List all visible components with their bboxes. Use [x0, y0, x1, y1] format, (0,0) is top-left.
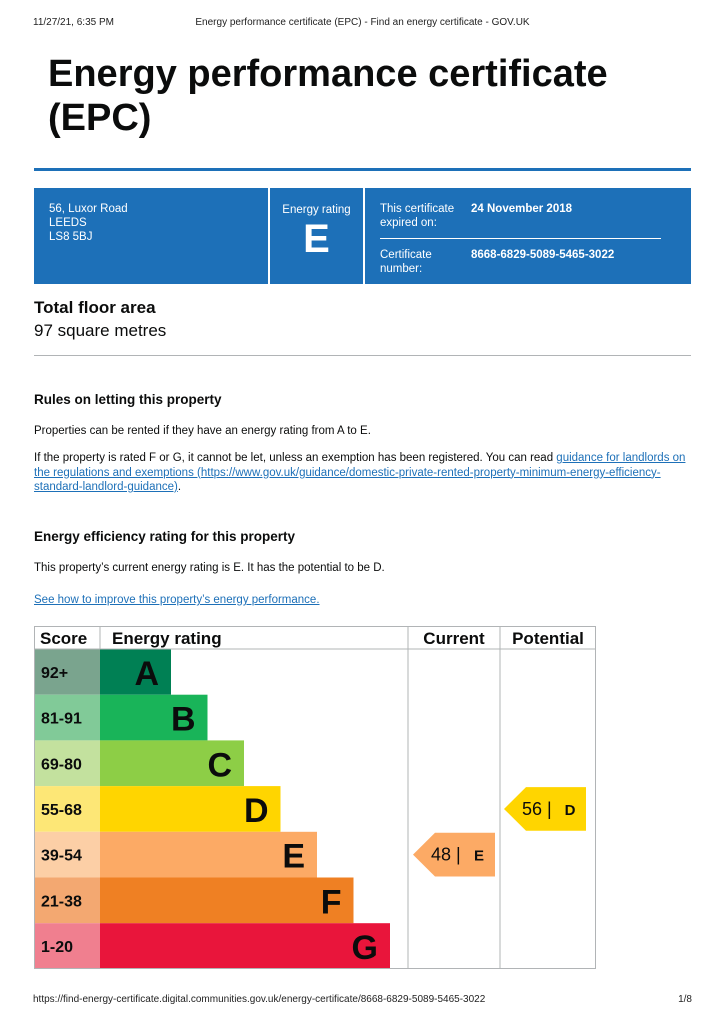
score-label: 81-91	[41, 710, 82, 728]
band-letter: D	[243, 791, 269, 830]
page-number: 1/8	[678, 994, 692, 1005]
efficiency-text: This property’s current energy rating is E. It has the potential to be D.	[34, 562, 385, 574]
page-title: Energy performance certificate (EPC)	[48, 53, 608, 139]
rating-panel	[270, 188, 363, 284]
certificate-number-label: Certificate number:	[380, 249, 432, 275]
print-page-title: Energy performance certificate (EPC) - Find an energy certificate - GOV.UK	[195, 17, 530, 28]
section-divider	[34, 355, 691, 356]
rating-letter: E	[303, 217, 330, 261]
certificate-number: 8668-6829-5089-5465-3022	[471, 249, 615, 261]
score-label: 69-80	[41, 756, 82, 774]
address-line: LS8 5BJ	[49, 231, 93, 243]
rating-band-bar	[100, 878, 354, 924]
letting-rules-heading: Rules on letting this property	[34, 392, 222, 407]
band-letter: C	[207, 746, 232, 785]
expiry-label: This certificate expired on:	[380, 203, 455, 229]
current-rating-score: 48 |	[431, 844, 461, 865]
floor-area-heading: Total floor area	[34, 298, 156, 317]
score-label: 39-54	[41, 847, 82, 865]
band-letter: F	[320, 883, 342, 922]
current-rating-letter: E	[473, 847, 485, 865]
column-header: Potential	[512, 629, 584, 648]
expiry-date: 24 November 2018	[471, 203, 573, 215]
band-letter: B	[170, 700, 196, 739]
print-header	[0, 17, 725, 31]
exemptions-text-prefix: If the property is rated F or G, it cannot be let, unless an exemption has been registered. You can read	[34, 452, 557, 464]
title-divider	[34, 168, 691, 171]
address-panel	[34, 188, 268, 284]
score-label: 55-68	[41, 801, 82, 819]
certificate-divider	[380, 238, 661, 239]
floor-area-value: 97 square metres	[34, 321, 167, 340]
score-label: 92+	[41, 664, 69, 682]
letting-rules-text: Properties can be rented if they have an energy rating from A to E.	[34, 425, 371, 437]
column-header: Energy rating	[112, 629, 222, 648]
column-header: Current	[423, 629, 485, 648]
certificate-number-row	[380, 248, 661, 276]
energy-rating-graph	[34, 626, 596, 969]
energy-rating-chart	[34, 626, 596, 969]
band-letter: A	[134, 654, 159, 693]
address-line: LEEDS	[49, 217, 87, 229]
certificate-panel	[365, 188, 691, 284]
rating-band-bar	[100, 923, 390, 969]
rating-label: Energy rating	[282, 204, 351, 216]
potential-rating-letter: D	[564, 801, 576, 819]
letting-exemptions-text	[34, 451, 691, 495]
band-letter: G	[351, 929, 378, 968]
potential-rating-score: 56 |	[522, 798, 552, 819]
score-label: 21-38	[41, 893, 82, 911]
column-header: Score	[40, 629, 88, 648]
improve-link-wrapper	[34, 593, 691, 608]
expiry-row	[380, 202, 661, 230]
score-label: 1-20	[41, 939, 74, 957]
epc-summary	[34, 188, 691, 284]
exemptions-text-suffix: .	[177, 481, 182, 493]
landlord-guidance-link[interactable]: guidance for landlords on the regulations and exemptions (https://www.gov.uk/guidance/domestic-private-rented-property-minimum-energy-efficiency-standard-landlord-guidance)	[34, 452, 686, 493]
band-letter: E	[282, 837, 305, 876]
efficiency-heading: Energy efficiency rating for this property	[34, 529, 296, 544]
address-line: 56, Luxor Road	[49, 203, 128, 215]
print-datetime: 11/27/21, 6:35 PM	[33, 17, 114, 28]
improve-performance-link[interactable]: See how to improve this property’s energy performance.	[34, 594, 320, 606]
print-url: https://find-energy-certificate.digital.communities.gov.uk/energy-certificate/8668-6829-5089-5465-3022	[33, 994, 486, 1005]
